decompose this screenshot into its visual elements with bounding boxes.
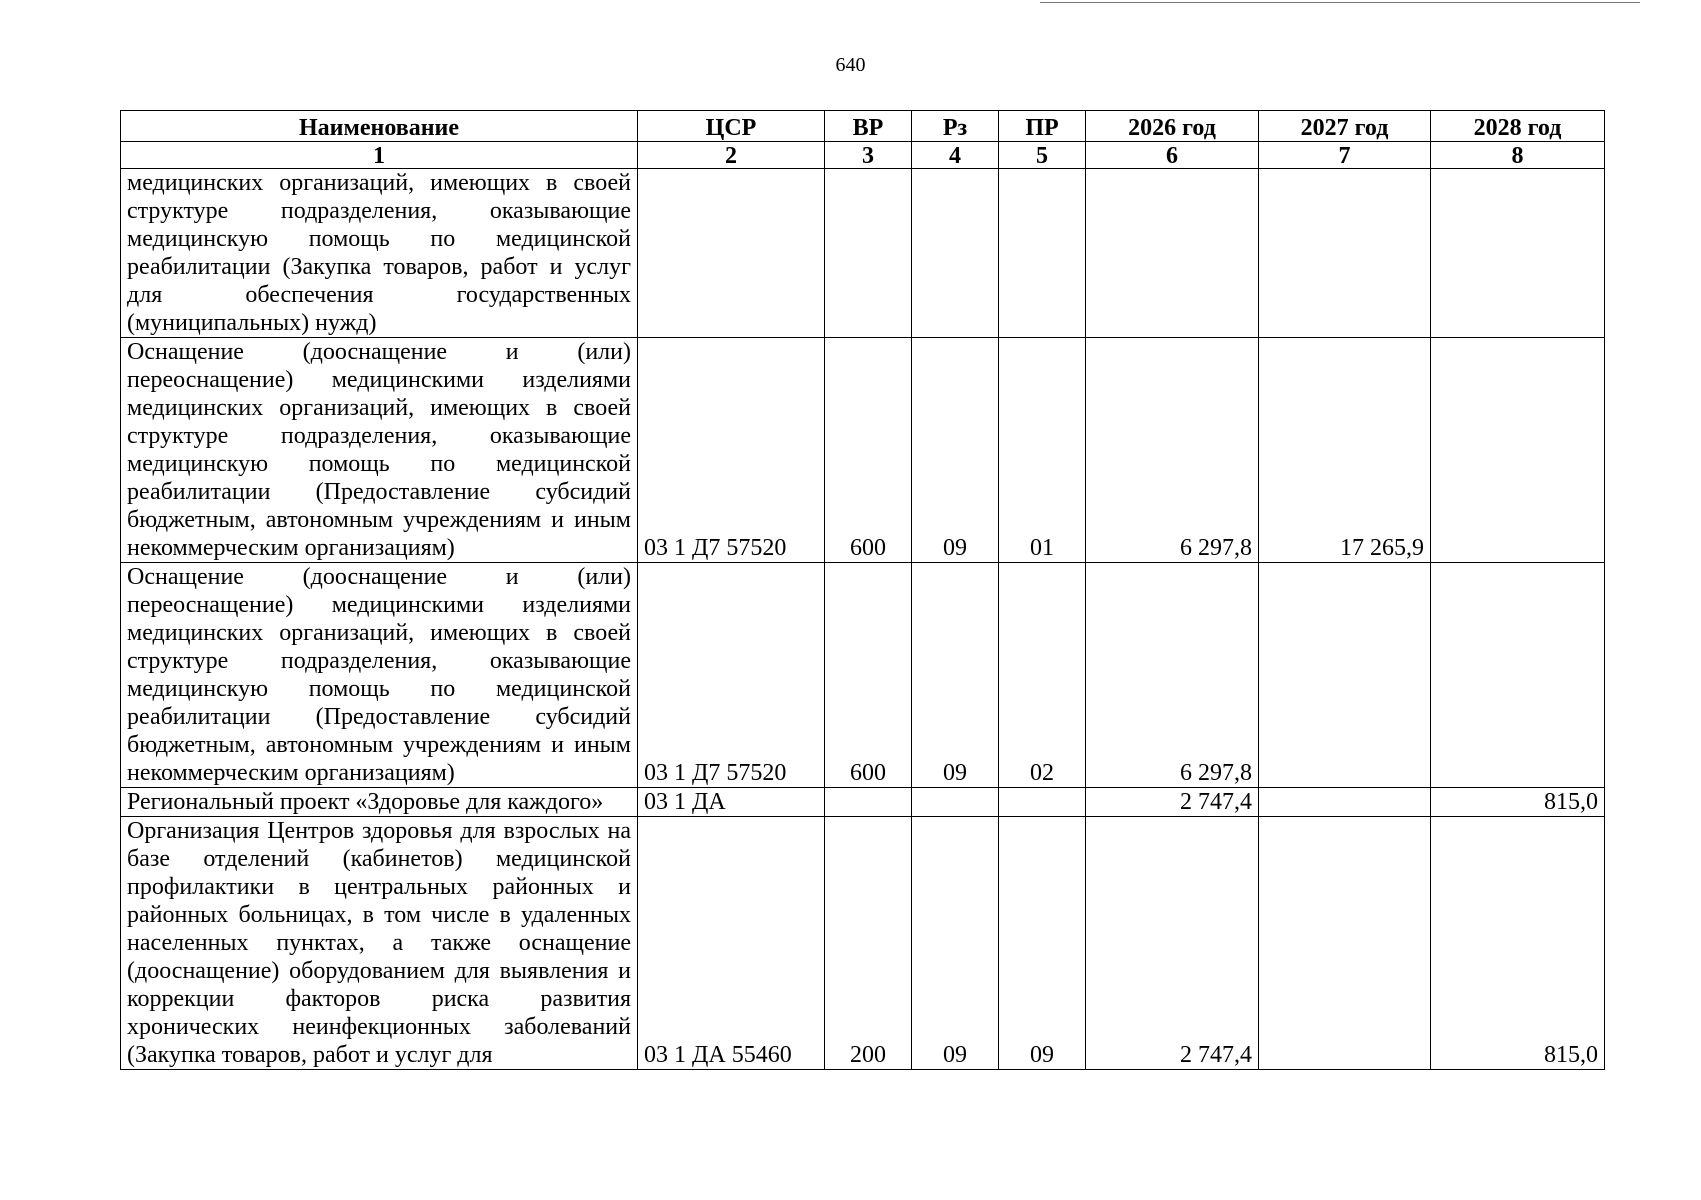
header-row xyxy=(121,111,1605,142)
header-rz: Рз xyxy=(912,111,999,142)
table-row xyxy=(121,338,1605,563)
row-2026: 2 747,4 xyxy=(1086,788,1259,817)
column-number: 1 xyxy=(121,142,638,169)
table-row xyxy=(121,169,1605,338)
row-rz: 09 xyxy=(912,817,999,1070)
row-name: Региональный проект «Здоровье для каждого» xyxy=(121,788,638,817)
table-row xyxy=(121,563,1605,788)
column-number: 4 xyxy=(912,142,999,169)
header-csr: ЦСР xyxy=(638,111,825,142)
column-number: 5 xyxy=(999,142,1086,169)
header-name: Наименование xyxy=(121,111,638,142)
row-2026: 2 747,4 xyxy=(1086,817,1259,1070)
row-2027 xyxy=(1259,817,1431,1070)
table-row xyxy=(121,788,1605,817)
row-2028: 815,0 xyxy=(1431,817,1605,1070)
row-rz xyxy=(912,169,999,338)
row-csr: 03 1 Д7 57520 xyxy=(638,338,825,563)
row-csr xyxy=(638,169,825,338)
row-2028 xyxy=(1431,563,1605,788)
header-pr: ПР xyxy=(999,111,1086,142)
row-2027 xyxy=(1259,169,1431,338)
header-2028: 2028 год xyxy=(1431,111,1605,142)
header-vr: ВР xyxy=(825,111,912,142)
budget-table xyxy=(120,110,1605,1070)
row-2026: 6 297,8 xyxy=(1086,338,1259,563)
row-pr xyxy=(999,788,1086,817)
row-csr: 03 1 ДА 55460 xyxy=(638,817,825,1070)
page-number: 640 xyxy=(835,54,866,76)
row-2026: 6 297,8 xyxy=(1086,563,1259,788)
column-number: 6 xyxy=(1086,142,1259,169)
row-2028 xyxy=(1431,338,1605,563)
column-number: 3 xyxy=(825,142,912,169)
row-pr xyxy=(999,169,1086,338)
row-2027 xyxy=(1259,563,1431,788)
row-2028: 815,0 xyxy=(1431,788,1605,817)
row-pr: 09 xyxy=(999,817,1086,1070)
row-csr: 03 1 Д7 57520 xyxy=(638,563,825,788)
row-pr: 02 xyxy=(999,563,1086,788)
row-vr: 600 xyxy=(825,563,912,788)
row-pr: 01 xyxy=(999,338,1086,563)
row-rz: 09 xyxy=(912,563,999,788)
row-rz: 09 xyxy=(912,338,999,563)
column-number-row xyxy=(121,142,1605,169)
row-vr: 600 xyxy=(825,338,912,563)
row-vr xyxy=(825,169,912,338)
column-number: 8 xyxy=(1431,142,1605,169)
row-csr: 03 1 ДА xyxy=(638,788,825,817)
row-2028 xyxy=(1431,169,1605,338)
header-2027: 2027 год xyxy=(1259,111,1431,142)
header-2026: 2026 год xyxy=(1086,111,1259,142)
row-name: медицинских организаций, имеющих в своей структуре подразделения, оказывающие медицинскую помощь по медицинской реабилитации (Закупка товаров, работ и услуг для обеспечения государственных (муниципальных) нужд) xyxy=(121,169,638,338)
row-name: Организация Центров здоровья для взрослых на базе отделений (кабинетов) медицинской профилактики в центральных районных и районных больницах, в том числе в удаленных населенных пунктах, а также оснащение (дооснащение) оборудованием для выявления и коррекции факторов риска развития хронических неинфекционных заболеваний (Закупка товаров, работ и услуг для xyxy=(121,817,638,1070)
row-vr xyxy=(825,788,912,817)
row-vr: 200 xyxy=(825,817,912,1070)
row-2027 xyxy=(1259,788,1431,817)
row-name: Оснащение (дооснащение и (или) переоснащение) медицинскими изделиями медицинских организаций, имеющих в своей структуре подразделения, оказывающие медицинскую помощь по медицинской реабилитации (Предоставление субсидий бюджетным, автономным учреждениям и иным некоммерческим организациям) xyxy=(121,563,638,788)
row-name: Оснащение (дооснащение и (или) переоснащение) медицинскими изделиями медицинских организаций, имеющих в своей структуре подразделения, оказывающие медицинскую помощь по медицинской реабилитации (Предоставление субсидий бюджетным, автономным учреждениям и иным некоммерческим организациям) xyxy=(121,338,638,563)
column-number: 2 xyxy=(638,142,825,169)
top-rule xyxy=(1040,2,1640,3)
row-2027: 17 265,9 xyxy=(1259,338,1431,563)
table-row xyxy=(121,817,1605,1070)
row-2026 xyxy=(1086,169,1259,338)
row-rz xyxy=(912,788,999,817)
column-number: 7 xyxy=(1259,142,1431,169)
